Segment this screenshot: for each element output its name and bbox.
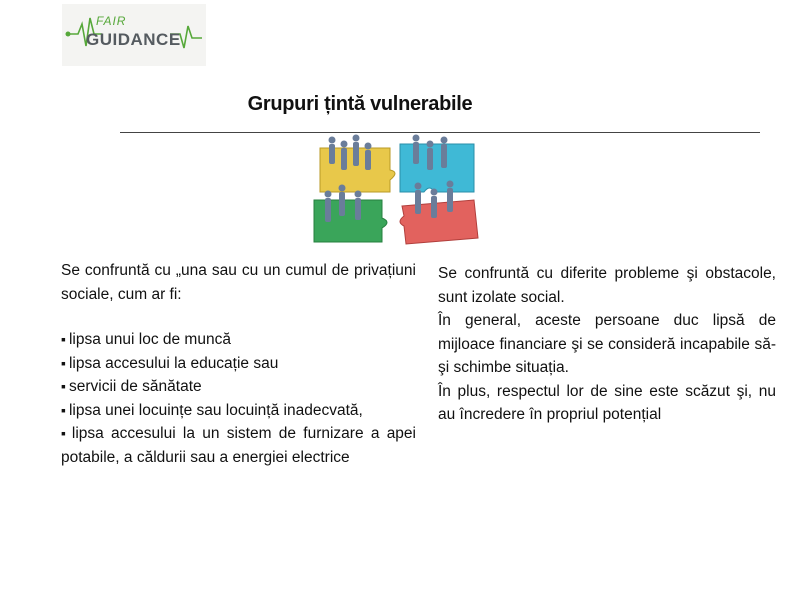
puzzle-piece-cyan [400, 144, 474, 192]
list-item: ▪ lipsa accesului la un sistem de furnizare a apei potabile, a căldurii sau a energiei electrice [61, 422, 416, 469]
left-intro: Se confruntă cu „una sau cu un cumul de privațiuni sociale, cum ar fi: [61, 262, 416, 303]
right-paragraph: În general, aceste persoane duc lipsă de mijloace financiare şi se consideră incapabile să-şi schimbe situația. [438, 312, 776, 376]
logo-guidance-text: GUIDANCE [86, 30, 181, 49]
right-text-column [438, 262, 776, 427]
list-item: ▪ lipsa accesului la educație sau [61, 352, 416, 376]
left-text-column [61, 259, 416, 469]
list-item: ▪ servicii de sănătate [61, 375, 416, 399]
puzzle-people-illustration [306, 134, 488, 246]
puzzle-piece-green [314, 200, 387, 242]
puzzle-piece-red [400, 200, 478, 244]
title-divider [120, 132, 760, 133]
logo-fair-text: FAIR [96, 14, 127, 28]
fair-guidance-logo [62, 4, 206, 66]
right-paragraph: În plus, respectul lor de sine este scăzut şi, nu au încredere în propriul potențial [438, 382, 776, 423]
right-paragraph: Se confruntă cu diferite probleme şi obstacole, sunt izolate social. [438, 265, 776, 306]
list-item: ▪ lipsa unei locuințe sau locuință inadecvată, [61, 399, 416, 423]
page-title: Grupuri țintă vulnerabile [247, 93, 473, 115]
list-item: ▪ lipsa unui loc de muncă [61, 328, 416, 352]
